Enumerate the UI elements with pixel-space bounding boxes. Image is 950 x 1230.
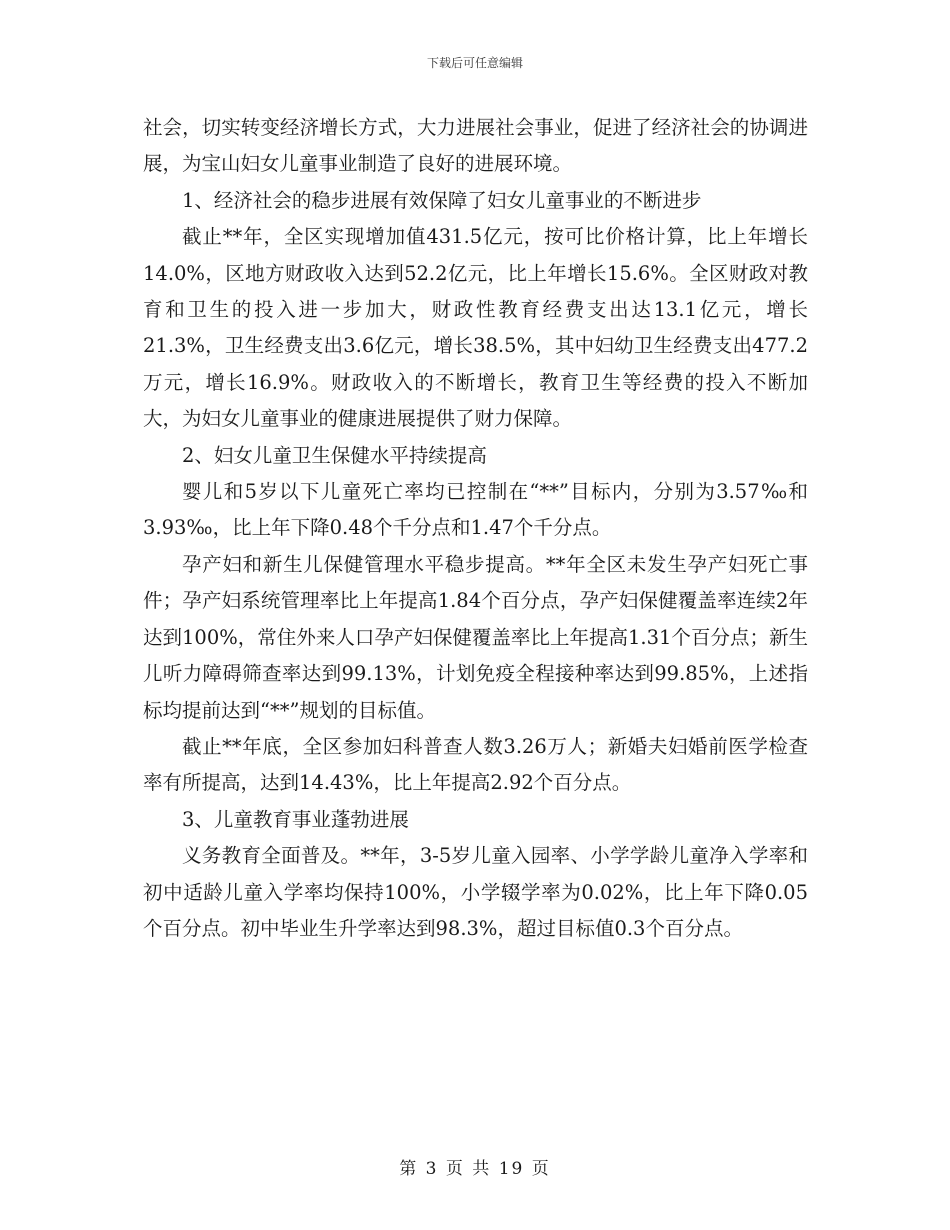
section-heading-1: 1、经济社会的稳步进展有效保障了妇女儿童事业的不断进步 — [182, 188, 702, 212]
page-number-footer: 第 3 页 共 19 页 — [399, 1159, 551, 1179]
page-header: 下载后可任意编辑 — [426, 56, 523, 70]
paragraph-maternal-health: 孕产妇和新生儿保健管理水平稳步提高。**年全区未发生孕产妇死亡事件；孕产妇系统管理率比上年提高1.84个百分点，孕产妇保健覆盖率连续2年达到100%，常住外来人口孕产妇保健覆盖率比上年提高1.31个百分点；新生儿听力障碍筛查率达到99.13%，计划免疫全程接种率达到99.85%，上述指标均提前达到“**”规划的目标值。 — [143, 552, 808, 722]
section-heading-2: 2、妇女儿童卫生保健水平持续提高 — [182, 443, 487, 467]
paragraph-continuation: 社会，切实转变经济增长方式，大力进展社会事业，促进了经济社会的协调进展，为宝山妇女儿童事业制造了良好的进展环境。 — [143, 116, 808, 176]
document-body — [143, 110, 808, 947]
paragraph-gynecology-screening: 截止**年底，全区参加妇科普查人数3.26万人；新婚夫妇婚前医学检查率有所提高，达到14.43%，比上年提高2.92个百分点。 — [143, 734, 808, 795]
section-heading-3: 3、儿童教育事业蓬勃进展 — [182, 807, 409, 831]
paragraph-education: 义务教育全面普及。**年，3-5岁儿童入园率、小学学龄儿童净入学率和初中适龄儿童入学率均保持100%，小学辍学率为0.02%，比上年下降0.05个百分点。初中毕业生升学率达到98.3%，超过目标值0.3个百分点。 — [143, 844, 808, 940]
paragraph-child-mortality: 婴儿和5岁以下儿童死亡率均已控制在“**”目标内，分别为3.57‰和3.93‰，比上年下降0.48个千分点和1.47个千分点。 — [143, 480, 808, 540]
paragraph-economy: 截止**年，全区实现增加值431.5亿元，按可比价格计算，比上年增长14.0%，区地方财政收入达到52.2亿元，比上年增长15.6%。全区财政对教育和卫生的投入进一步加大，财政性教育经费支出达13.1亿元，增长21.3%，卫生经费支出3.6亿元，增长38.5%，其中妇幼卫生经费支出477.2万元，增长16.9%。财政收入的不断增长，教育卫生等经费的投入不断加大，为妇女儿童事业的健康进展提供了财力保障。 — [143, 225, 808, 431]
